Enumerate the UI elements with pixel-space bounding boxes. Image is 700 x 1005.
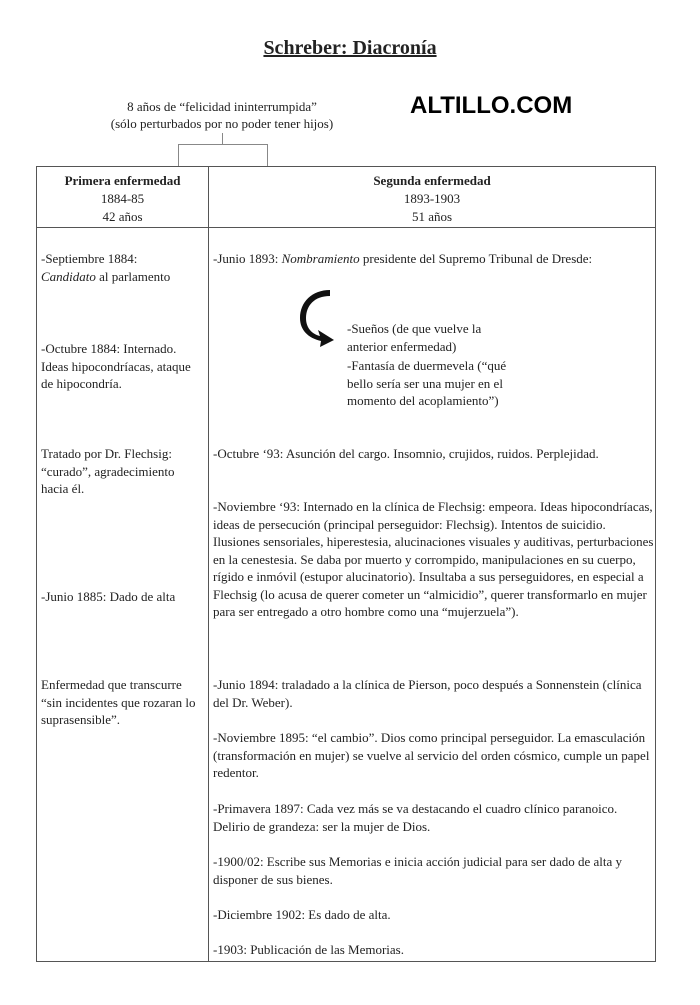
entry-jun-1893-emphasis: Nombramiento [281,251,360,266]
entry-oct-93: -Octubre ‘93: Asunción del cargo. Insomnio, crujidos, ruidos. Perplejidad. [213,446,599,461]
entry-jun-1893-rest: presidente del Supremo Tribunal de Dresde: [359,251,593,266]
bracket-stem [222,133,223,144]
header-right-title: Segunda enfermedad [373,173,491,188]
bracket-right-leg [267,144,268,166]
header-left-title: Primera enfermedad [64,173,181,188]
header-left-age: 42 años [102,209,143,224]
bracket-left-leg [178,144,179,166]
page-title: Schreber: Diacronía [263,37,437,59]
entry-pub-1903: -1903: Publicación de las Memorias. [213,942,404,957]
entry-fantasia: -Fantasía de duermevela (“qué bello sería ser una mujer en el momento del acoplamiento”) [347,358,507,408]
curved-arrow-icon [300,290,344,348]
header-right-years: 1893-1903 [403,191,461,206]
entry-nov-1895: -Noviembre 1895: “el cambio”. Dios como principal perseguidor. La emasculación (transformación en mujer) se vuelve al servicio del orden cósmico, cumple un papel redentor. [213,730,650,780]
entry-suenos: -Sueños (de que vuelve la anterior enfermedad) [347,321,482,354]
entry-jun-1893 [213,250,653,268]
intro-line-2: (sólo perturbados por no poder tener hijos) [110,116,334,131]
entry-sep-1884-prefix: -Septiembre 1884: [41,251,138,266]
entry-nov-93: -Noviembre ‘93: Internado en la clínica de Flechsig: empeora. Ideas hipocondríacas, ideas de persecución (principal perseguidor: Flechsig). Intentos de suicidio. Ilusiones sensoriales, hiperestesia, alucinaciones visuales y auditivas, perturbaciones en la cenestesia. Se daba por muerto y corrompido, manipulaciones en su cuerpo, rígido e inmóvil (estupor alucinatorio). Insultaba a sus perseguidores, en especial a Flechsig (lo acusa de querer cometer un “almicidio”, querer transformarlo en mujer para ser entregado a otro hombre como una “mujerzuela”). [213,499,654,619]
entry-enfermedad: Enfermedad que transcurre “sin incidentes que rozaran lo suprasensible”. [41,677,196,727]
entry-oct-1884: -Octubre 1884: Internado. Ideas hipocondríacas, ataque de hipocondría. [41,341,191,391]
entry-jun-1885: -Junio 1885: Dado de alta [41,589,176,604]
intro-note [72,98,372,132]
entry-flechsig: Tratado por Dr. Flechsig: “curado”, agradecimiento hacia él. [41,446,175,496]
header-right-age: 51 años [411,209,453,224]
header-segunda-enfermedad [209,172,655,226]
entry-jun-1893-prefix: -Junio 1893: [213,251,282,266]
intro-line-1: 8 años de “felicidad ininterrumpida” [127,99,317,114]
entry-sep-1884-rest: al parlamento [95,268,171,284]
watermark-logo: ALTILLO.COM [410,92,573,119]
column-divider [208,166,209,962]
entry-prim-1897: -Primavera 1897: Cada vez más se va destacando el cuadro clínico paranoico. Delirio de grandeza: ser la mujer de Dios. [213,801,618,834]
entry-memorias: -1900/02: Escribe sus Memorias e inicia acción judicial para ser dado de alta y disponer de sus bienes. [213,854,622,887]
entry-sep-1884 [41,250,205,285]
header-divider [36,227,656,228]
header-primera-enfermedad [37,172,208,226]
bracket-bar [178,144,268,145]
entry-sep-1884-emphasis: Candidato [41,268,96,284]
entry-jun-1894: -Junio 1894: traladado a la clínica de Pierson, poco después a Sonnenstein (clínica del Dr. Weber). [213,677,642,710]
entry-dic-1902: -Diciembre 1902: Es dado de alta. [213,907,391,922]
header-left-years: 1884-85 [100,191,145,206]
